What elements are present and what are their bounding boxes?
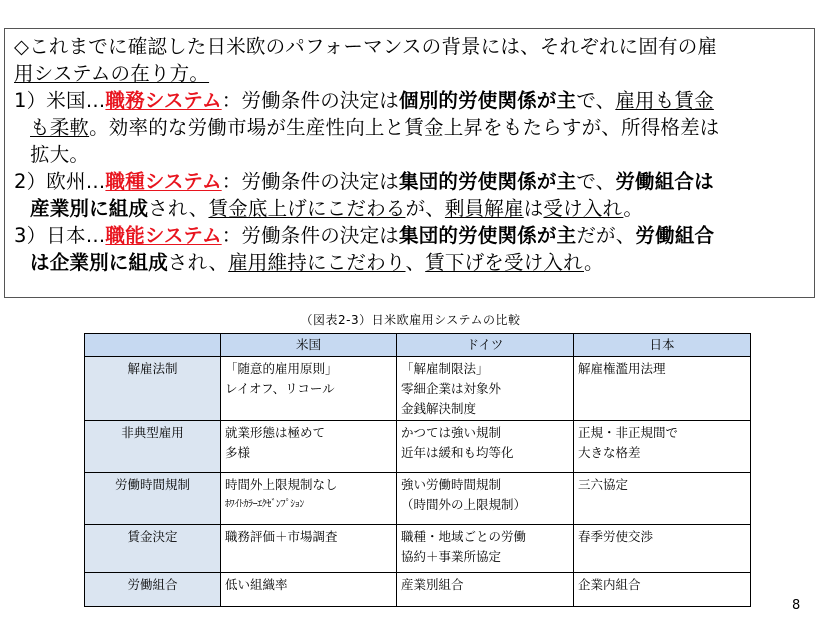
intro-line-2 xyxy=(14,60,808,87)
header-japan: 日本 xyxy=(574,334,751,357)
item-jp-line-2 xyxy=(14,249,808,276)
cell-line: 「随意的雇用原則」 xyxy=(225,361,338,376)
table-row xyxy=(85,473,751,525)
item-us-text-a: 労働条件の決定は xyxy=(241,89,399,112)
cell-line: 春季労使交渉 xyxy=(578,529,654,544)
item-jp-text-e: は企業別に組成 xyxy=(30,251,168,274)
item-eu-text-b: 集団的労使関係が主 xyxy=(399,170,577,193)
item-jp-text-h: 、 xyxy=(405,251,426,274)
cell-japan xyxy=(574,473,751,525)
cell-line: 低い組織率 xyxy=(225,577,288,592)
item-us-line-3 xyxy=(14,141,808,168)
item-us-text-g: 拡大。 xyxy=(30,143,90,166)
item-jp-text-b: 集団的労使関係が主 xyxy=(399,224,577,247)
item-us-text-f: 。効率的な労働市場が生産性向上と賃金上昇をもたらすが、所得格差は xyxy=(89,116,720,139)
cell-line: かつては強い規制 xyxy=(401,425,502,440)
item-eu-system: 職種システム xyxy=(105,170,222,193)
comparison-table xyxy=(84,333,751,607)
cell-line: 産業別組合 xyxy=(401,577,464,592)
item-jp-text-d: 労働組合 xyxy=(635,224,715,247)
item-jp-line-1 xyxy=(14,222,808,249)
row-label: 解雇法制 xyxy=(85,357,221,421)
item-us-line-2 xyxy=(14,114,808,141)
cell-germany xyxy=(397,573,574,607)
cell-line: 近年は緩和も均等化 xyxy=(401,445,514,460)
cell-line: 解雇権濫用法理 xyxy=(578,361,666,376)
cell-line: 零細企業は対象外 xyxy=(401,381,502,396)
cell-germany xyxy=(397,525,574,573)
row-label: 賃金決定 xyxy=(85,525,221,573)
item-eu-text-c: で、 xyxy=(576,170,616,193)
item-us-prefix: 1）米国… xyxy=(14,89,106,112)
item-jp-text-a: 労働条件の決定は xyxy=(241,224,399,247)
intro-line-2-text: 用システムの在り方。 xyxy=(14,62,210,85)
table-row xyxy=(85,357,751,421)
item-eu-text-a: 労働条件の決定は xyxy=(241,170,399,193)
item-jp-text-j: 。 xyxy=(583,251,604,274)
item-us-colon: ： xyxy=(221,89,242,112)
item-us-text-e: も柔軟 xyxy=(30,116,90,139)
cell-line: レイオフ、リコール xyxy=(225,381,335,396)
item-eu-line-2 xyxy=(14,195,808,222)
table-header-row xyxy=(85,334,751,357)
table-row xyxy=(85,421,751,473)
header-corner xyxy=(85,334,221,357)
item-eu-text-f: され、 xyxy=(148,197,209,220)
cell-us xyxy=(221,473,397,525)
item-jp-text-c: だが、 xyxy=(576,224,636,247)
item-us-system: 職務システム xyxy=(105,89,222,112)
item-eu-text-k: 受け入れ xyxy=(543,197,624,220)
cell-line: 三六協定 xyxy=(578,477,629,492)
item-us-line-1 xyxy=(14,87,808,114)
item-jp-prefix: 3）日本… xyxy=(14,224,106,247)
cell-us xyxy=(221,525,397,573)
cell-line: 時間外上限規制なし xyxy=(225,477,338,492)
page-number: 8 xyxy=(792,598,801,613)
cell-japan xyxy=(574,525,751,573)
item-eu-text-j: は xyxy=(523,197,544,220)
item-eu-prefix: 2）欧州… xyxy=(14,170,106,193)
cell-line: 職務評価＋市場調査 xyxy=(225,529,338,544)
item-eu-text-i: 剰員解雇 xyxy=(444,197,524,220)
item-eu-text-e: 産業別に組成 xyxy=(30,197,149,220)
row-label: 労働組合 xyxy=(85,573,221,607)
cell-line: 金銭解決制度 xyxy=(401,401,477,416)
item-jp-text-i: 賃下げを受け入れ xyxy=(425,251,584,274)
row-label: 労働時間規制 xyxy=(85,473,221,525)
cell-japan xyxy=(574,421,751,473)
item-jp-colon: ： xyxy=(221,224,242,247)
item-eu-line-1 xyxy=(14,168,808,195)
cell-us xyxy=(221,357,397,421)
item-us-text-d: 雇用も賃金 xyxy=(615,89,714,112)
item-jp-system: 職能システム xyxy=(105,224,222,247)
item-eu-colon: ： xyxy=(221,170,242,193)
cell-line: 正規・非正規間で xyxy=(578,425,679,440)
cell-us xyxy=(221,421,397,473)
cell-line: 職種・地域ごとの労働 xyxy=(401,529,527,544)
summary-box xyxy=(4,28,815,298)
cell-line: 多様 xyxy=(225,445,251,460)
cell-line: 「解雇制限法」 xyxy=(401,361,489,376)
cell-line: （時間外の上限規制） xyxy=(401,497,527,512)
table-row xyxy=(85,525,751,573)
item-us-text-b: 個別的労使関係が主 xyxy=(399,89,577,112)
item-eu-text-h: が、 xyxy=(405,197,445,220)
item-jp-text-g: 雇用維持にこだわり xyxy=(228,251,406,274)
intro-line-1: ◇これまでに確認した日米欧のパフォーマンスの背景には、それぞれに固有の雇 xyxy=(14,35,718,58)
item-eu-text-g: 賃金底上げにこだわる xyxy=(208,197,406,220)
cell-germany xyxy=(397,473,574,525)
table-row xyxy=(85,573,751,607)
header-us: 米国 xyxy=(221,334,397,357)
cell-line: 強い労働時間規制 xyxy=(401,477,502,492)
table-caption: （図表2-3）日米欧雇用システムの比較 xyxy=(300,313,521,327)
cell-japan xyxy=(574,573,751,607)
cell-line: ﾎﾜｲﾄｶﾗｰｴｸｾﾞﾝﾌﾟｼｮﾝ xyxy=(225,499,305,510)
header-germany: ドイツ xyxy=(397,334,574,357)
row-label: 非典型雇用 xyxy=(85,421,221,473)
cell-germany xyxy=(397,421,574,473)
cell-line: 就業形態は極めて xyxy=(225,425,326,440)
cell-line: 協約＋事業所協定 xyxy=(401,549,502,564)
cell-us xyxy=(221,573,397,607)
item-jp-text-f: され、 xyxy=(167,251,229,274)
item-us-text-c: で、 xyxy=(576,89,616,112)
item-eu-text-d: 労働組合は xyxy=(615,170,714,193)
cell-japan xyxy=(574,357,751,421)
cell-germany xyxy=(397,357,574,421)
cell-line: 大きな格差 xyxy=(578,445,641,460)
item-eu-text-l: 。 xyxy=(623,197,644,220)
cell-line: 企業内組合 xyxy=(578,577,641,592)
